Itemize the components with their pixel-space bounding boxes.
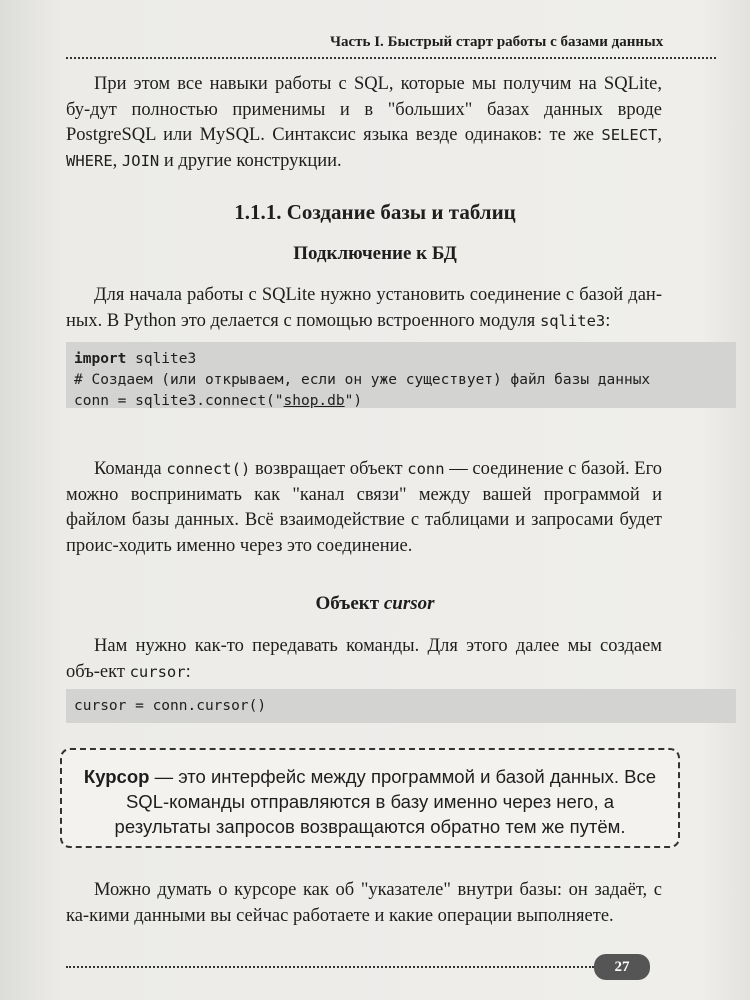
page-number: 27 — [594, 954, 650, 980]
paragraph-pointer: Можно думать о курсоре как об "указателе" внутри базы: он задаёт, с ка-кими данными вы сейчас работаете и какие операции выполняете. — [66, 880, 662, 926]
code-line-2: # Создаем (или открываем, если он уже существует) файл базы данных — [74, 372, 651, 388]
paragraph-conn-object: Команда connect() возвращает объект conn — соединение с базой. Его можно воспринимать как "канал связи" между вашей программой и файлом базы данных. Всё взаимодействие с таблицами и запросами будет проис-ходить именно через это соединение. — [66, 459, 662, 556]
keyword-where: WHERE — [66, 151, 113, 170]
code-line-1: import sqlite3 — [74, 351, 197, 367]
cursor-term: cursor — [383, 593, 435, 614]
code-block-connect — [66, 342, 736, 408]
header-divider — [66, 57, 716, 59]
header-title: Быстрый старт работы с базами данных — [387, 34, 664, 50]
paragraph-intro: При этом все навыки работы с SQL, которые мы получим на SQLite, бу-дут полностью применимы и в "больших" базах данных вроде PostgreSQL или MySQL. Синтаксис языка везде одинаков: те же SELECT, WHERE, JOIN и другие конструкции. — [66, 74, 662, 171]
code-line-cursor: cursor = conn.cursor() — [74, 698, 267, 714]
obj-cursor: cursor — [129, 662, 186, 681]
keyword-join: JOIN — [121, 151, 160, 170]
section-title: 1.1.1. Создание базы и таблиц — [234, 200, 516, 224]
code-line-3: conn = sqlite3.connect("shop.db") — [74, 393, 363, 409]
obj-conn: conn — [407, 460, 445, 478]
keyword-select: SELECT — [601, 126, 658, 144]
callout-text: — это интерфейс между программой и базой данных. Все SQL-команды отправляются в базу именно через него, а результаты запросов возвращаются обратно тем же путём. — [114, 766, 657, 837]
code-block-cursor — [66, 689, 736, 723]
module-name: sqlite3 — [539, 311, 606, 330]
callout-term: Курсор — [83, 766, 150, 787]
paragraph-connection: Для начала работы с SQLite нужно установить соединение с базой дан-ных. В Python это делается с помощью встроенного модуля sqlite3: — [66, 285, 662, 331]
running-header — [330, 34, 663, 51]
func-connect: connect() — [166, 460, 251, 478]
header-part: Часть I. — [330, 34, 384, 50]
subsection-title-connection: Подключение к БД — [293, 243, 457, 264]
db-filename: shop.db — [283, 393, 345, 409]
footer-divider — [66, 966, 594, 968]
paragraph-cursor: Нам нужно как-то передавать команды. Для этого далее мы создаем объ-ект cursor: — [66, 636, 662, 682]
definition-callout — [60, 748, 680, 848]
subsection-title-cursor: Объект cursor — [315, 593, 435, 614]
